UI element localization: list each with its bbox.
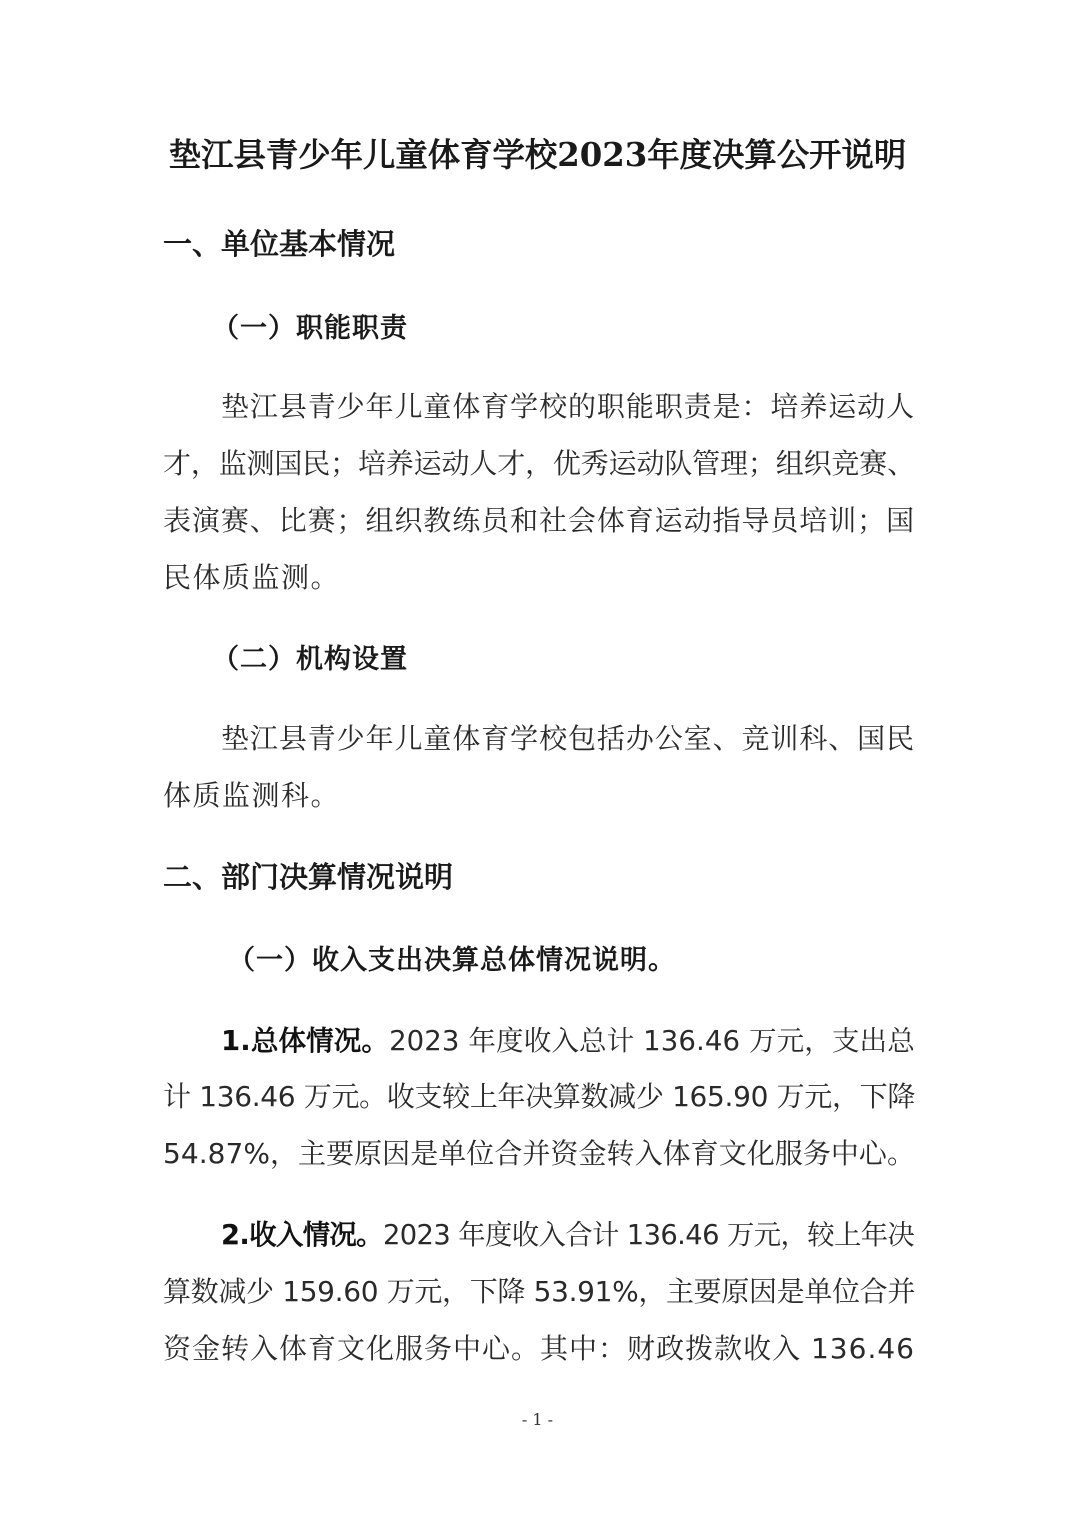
- paragraph-line: 54.87%，主要原因是单位合并资金转入体育文化服务中心。: [163, 1137, 915, 1170]
- section-heading: 二、部门决算情况说明: [163, 860, 454, 894]
- page-number: - 1 -: [521, 1410, 554, 1429]
- subsection-heading: （一）职能职责: [212, 313, 408, 344]
- page-title: 垫江县青少年儿童体育学校2023年度决算公开说明: [168, 136, 907, 174]
- paragraph-line: [221, 1018, 915, 1058]
- paragraph-line: 垫江县青少年儿童体育学校包括办公室、竞训科、国民: [221, 722, 915, 755]
- paragraph-text: 2023 年度收入合计 136.46 万元，较上年决: [382, 1220, 915, 1251]
- paragraph-line: 体质监测科。: [163, 779, 341, 812]
- paragraph-line: 垫江县青少年儿童体育学校的职能职责是：培养运动人: [221, 390, 915, 423]
- paragraph-lead: 1.总体情况。: [221, 1025, 390, 1057]
- paragraph-line: 计 136.46 万元。收支较上年决算数减少 165.90 万元，下降: [163, 1080, 915, 1113]
- paragraph-line: 表演赛、比赛；组织教练员和社会体育运动指导员培训；国: [163, 504, 915, 537]
- paragraph-line: 算数减少 159.60 万元，下降 53.91%，主要原因是单位合并: [163, 1275, 915, 1308]
- subsection-heading: （二）机构设置: [212, 644, 408, 675]
- section-heading: 一、单位基本情况: [163, 227, 396, 261]
- paragraph-lead: 2.收入情况。: [221, 1220, 383, 1251]
- paragraph-text: 2023 年度收入总计 136.46 万元，支出总: [389, 1025, 915, 1057]
- paragraph-line: 才，监测国民；培养运动人才，优秀运动队管理；组织竞赛、: [163, 447, 915, 480]
- paragraph-line: 资金转入体育文化服务中心。其中：财政拨款收入 136.46: [163, 1332, 915, 1365]
- paragraph-line: 民体质监测。: [163, 561, 341, 594]
- subsection-heading: （一）收入支出决算总体情况说明。: [228, 945, 676, 976]
- paragraph-line: [221, 1213, 914, 1252]
